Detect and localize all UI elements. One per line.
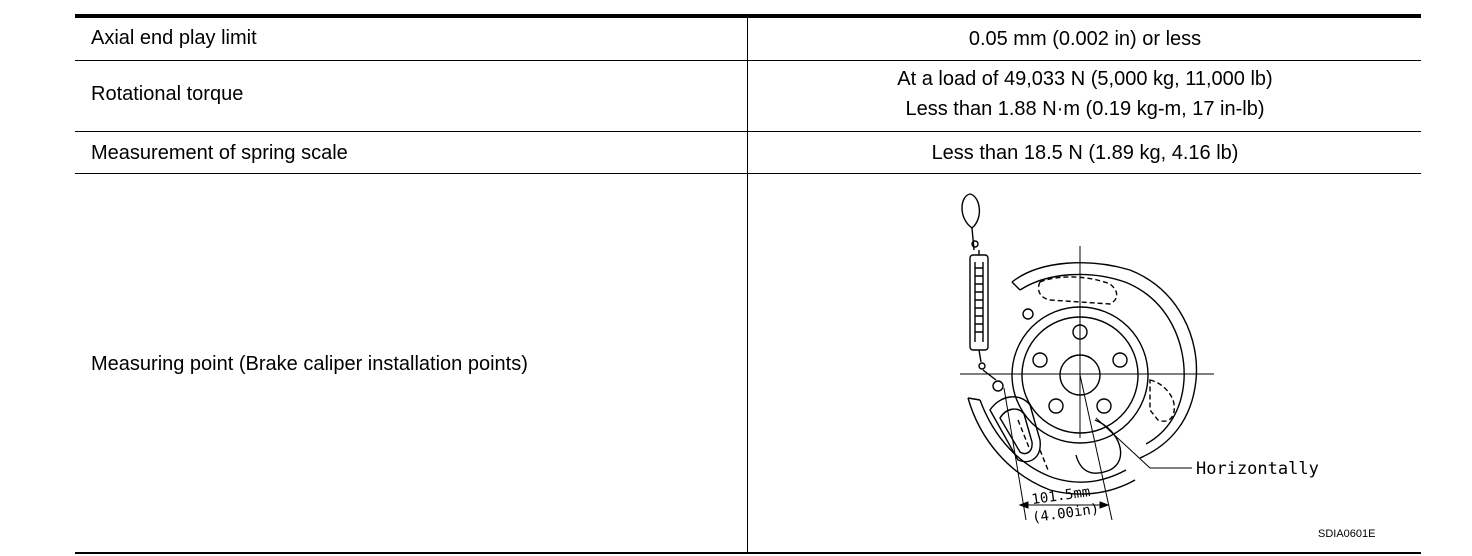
value-line: Less than 18.5 N (1.89 kg, 4.16 lb) <box>931 142 1239 164</box>
column-divider <box>747 18 748 552</box>
table-row-rotational-torque <box>75 60 1421 132</box>
centre-lines <box>960 246 1214 520</box>
horizontally-label: Horizontally <box>1196 459 1319 479</box>
row-label: Axial end play limit <box>91 27 257 49</box>
hook-icon <box>962 194 979 228</box>
value-line: 0.05 mm (0.002 in) or less <box>968 28 1202 50</box>
brake-plate-icon <box>968 263 1196 494</box>
table-bottom-rule <box>75 552 1421 554</box>
row-label: Rotational torque <box>91 83 244 105</box>
row-label: Measurement of spring scale <box>91 142 348 164</box>
figure-code: SDIA0601E <box>1318 528 1376 540</box>
row-label: Measuring point (Brake caliper installation points) <box>91 353 528 375</box>
hub-measurement-diagram <box>870 180 1340 540</box>
dimension-in-label: (4.00in) <box>1031 501 1101 527</box>
value-line: Less than 1.88 N·m (0.19 kg-m, 17 in-lb) <box>905 98 1265 120</box>
table-row-spring-scale <box>75 132 1421 174</box>
spring-scale-icon <box>970 250 996 380</box>
row-value <box>749 138 1421 168</box>
horizontally-leader <box>1096 418 1192 468</box>
row-value <box>749 24 1421 54</box>
row-value <box>749 64 1421 124</box>
dimension-mm-label: 101.5mm <box>1030 484 1092 509</box>
table-row-axial-end-play <box>75 18 1421 61</box>
value-line: At a load of 49,033 N (5,000 kg, 11,000 lb) <box>897 68 1273 90</box>
